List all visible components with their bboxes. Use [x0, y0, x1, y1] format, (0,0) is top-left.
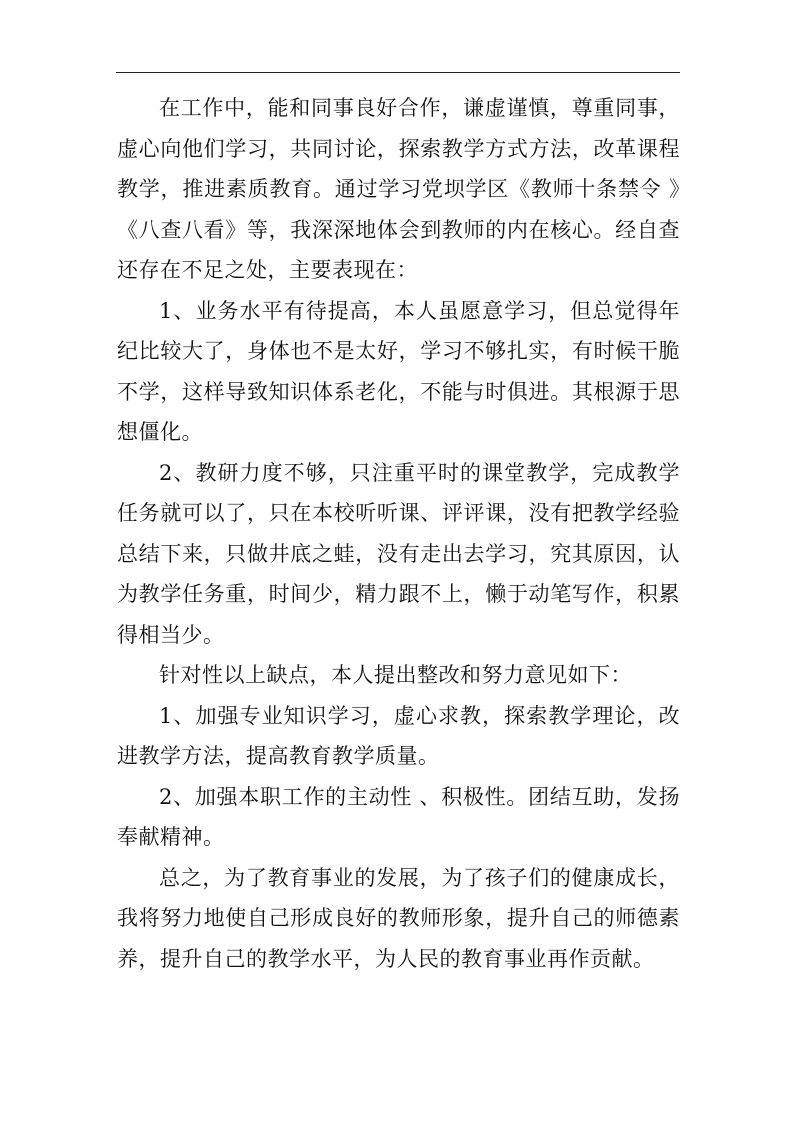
paragraph-remedy-1: 1、加强专业知识学习，虚心求教，探索教学理论，改进教学方法，提高教育教学质量。 — [117, 703, 680, 768]
document-body — [117, 88, 680, 979]
paragraph-issue-1: 1、业务水平有待提高，本人虽愿意学习，但总觉得年纪比较大了，身体也不是太好，学习不够扎实，有时候干脆不学，这样导致知识体系老化，不能与时俱进。其根源于思想僵化。 — [117, 298, 680, 444]
paragraph-remedy-intro: 针对性以上缺点，本人提出整改和努力意见如下： — [159, 663, 632, 687]
paragraph-intro: 在工作中，能和同事良好合作，谦虚谨慎，尊重同事，虚心向他们学习，共同讨论，探索教学方式方法，改革课程教学，推进素质教育。通过学习党坝学区《教师十条禁令 》《八查八看》等，我深深地体会到教师的内在核心。经自查还存在不足之处，主要表现在： — [117, 96, 680, 282]
paragraph-conclusion: 总之，为了教育事业的发展，为了孩子们的健康成长，我将努力地使自己形成良好的教师形象，提升自己的师德素养，提升自己的教学水平，为人民的教育事业再作贡献。 — [117, 865, 680, 971]
paragraph-issue-2: 2、教研力度不够，只注重平时的课堂教学，完成教学任务就可以了，只在本校听听课、评评课，没有把教学经验总结下来，只做井底之蛙，没有走出去学习，究其原因，认为教学任务重，时间少，精力跟不上，懒于动笔写作，积累得相当少。 — [117, 460, 680, 647]
header-rule — [116, 72, 680, 73]
paragraph-remedy-2: 2、加强本职工作的主动性 、积极性。团结互助，发扬奉献精神。 — [117, 784, 680, 849]
